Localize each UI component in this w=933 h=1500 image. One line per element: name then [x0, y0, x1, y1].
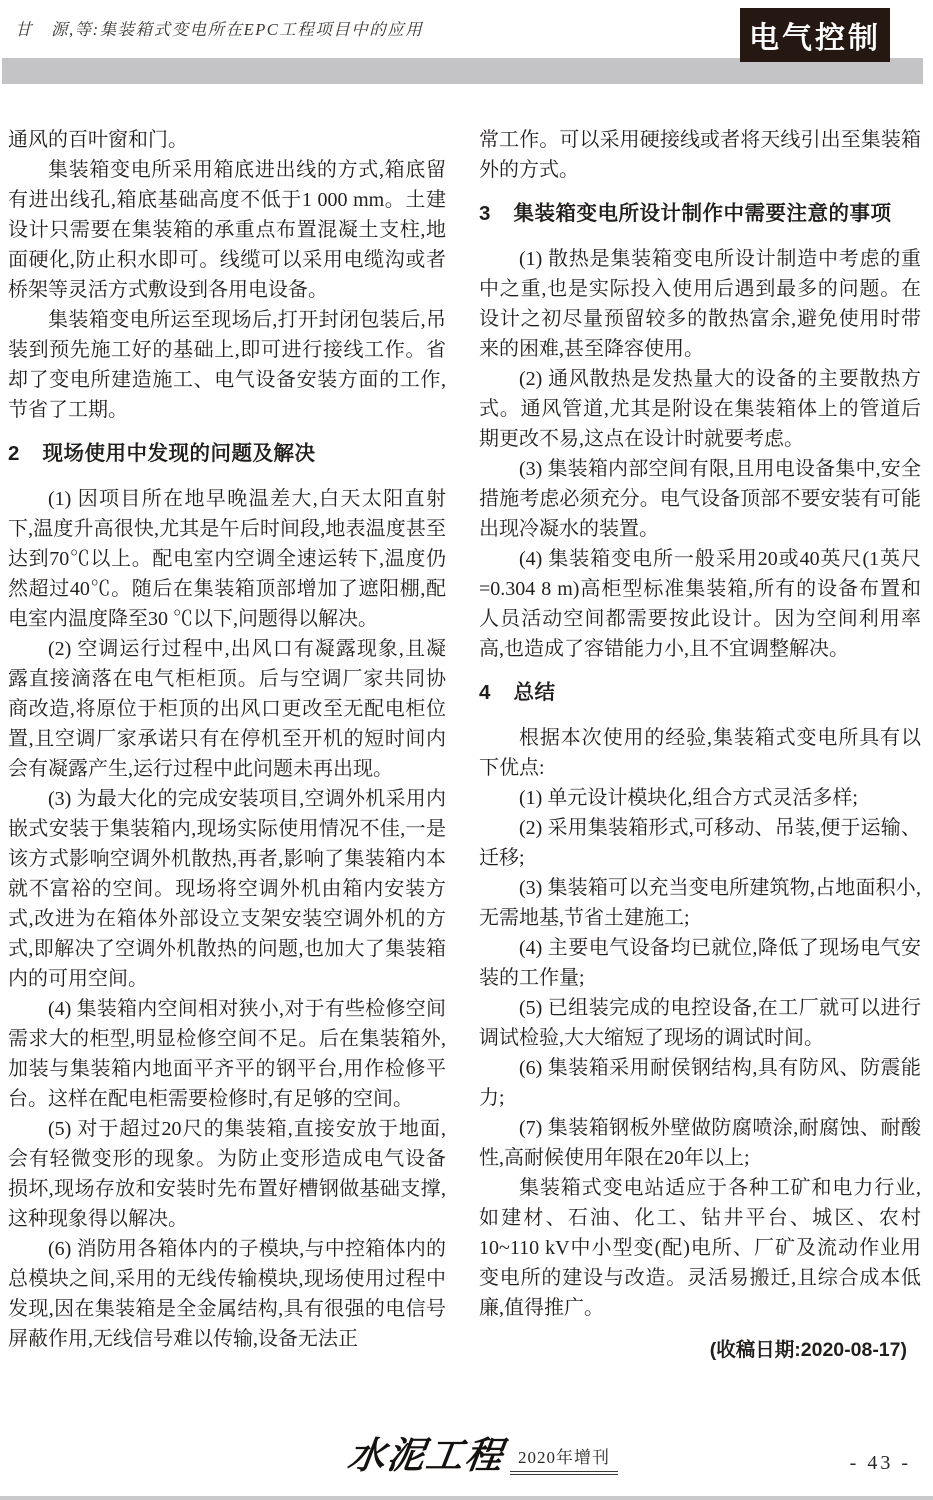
paragraph: (2) 空调运行过程中,出风口有凝露现象,且凝露直接滴落在电气柜柜顶。后与空调厂家共同协商改造,将原位于柜顶的出风口更改至无配电柜位置,且空调厂家承诺只有在停机至开机的短时间内会有凝露产生,运行过程中此问题未再出现。 [8, 638, 446, 780]
running-title: 甘 源,等:集装箱式变电所在EPC工程项目中的应用 [15, 20, 424, 39]
paragraph: (5) 对于超过20尺的集装箱,直接安放于地面,会有轻微变形的现象。为防止变形造成电气设备损坏,现场存放和安装时先布置好槽钢做基础支撑,这种现象得以解决。 [8, 1118, 446, 1230]
section-number: 3 [479, 202, 491, 225]
journal-mark [345, 1434, 618, 1480]
paragraph: (3) 集装箱可以充当变电所建筑物,占地面积小,无需地基,节省土建施工; [479, 877, 921, 929]
paragraph: (6) 消防用各箱体内的子模块,与中控箱体内的总模块之间,采用的无线传输模块,现场使用过程中发现,因在集装箱是全金属结构,具有很强的电信号屏蔽作用,无线信号难以传输,设备无法正 [8, 1238, 446, 1350]
category-label: 电气控制 [749, 22, 881, 55]
right-column [479, 125, 921, 1365]
category-badge [740, 8, 890, 62]
paragraph: (3) 为最大化的完成安装项目,空调外机采用内嵌式安装于集装箱内,现场实际使用情况不佳,一是该方式影响空调外机散热,再者,影响了集装箱内本就不富裕的空间。现场将空调外机由箱内安装方式,改进为在箱体外部设立支架安装空调外机的方式,即解决了空调外机散热的问题,也加大了集装箱内的可用空间。 [8, 788, 446, 990]
paragraph: (1) 因项目所在地早晚温差大,白天太阳直射下,温度升高很快,尤其是午后时间段,地表温度甚至达到70℃以上。配电室内空调全速运转下,温度仍然超过40℃。随后在集装箱顶部增加了遮阳棚,配电室内温度降至30 ℃以下,问题得以解决。 [8, 488, 446, 630]
paragraph: (收稿日期:2020-08-17) [709, 1339, 907, 1361]
paragraph: (1) 散热是集装箱变电所设计制造中考虑的重中之重,也是实际投入使用后遇到最多的问题。在设计之初尽量预留较多的散热富余,避免使用时带来的困难,甚至降容使用。 [479, 248, 921, 360]
paragraph: (5) 已组装完成的电控设备,在工厂就可以进行调试检验,大大缩短了现场的调试时间。 [479, 997, 921, 1049]
journal-logo: 水泥工程 [345, 1436, 507, 1477]
paragraph: (7) 集装箱钢板外壁做防腐喷涂,耐腐蚀、耐酸性,高耐候使用年限在20年以上; [479, 1117, 921, 1169]
paragraph: (3) 集装箱内部空间有限,且用电设备集中,安全措施考虑必须充分。电气设备顶部不要安装有可能出现冷凝水的装置。 [479, 458, 921, 540]
paragraph: (4) 集装箱内空间相对狭小,对于有些检修空间需求大的柜型,明显检修空间不足。后在集装箱外,加装与集装箱内地面平齐平的钢平台,用作检修平台。这样在配电柜需要检修时,有足够的空间。 [8, 998, 446, 1110]
paragraph: 根据本次使用的经验,集装箱式变电所具有以下优点: [479, 727, 921, 779]
paragraph: (4) 集装箱变电所一般采用20或40英尺(1英尺=0.304 8 m)高柜型标准集装箱,所有的设备布置和人员活动空间都需要按此设计。因为空间利用率高,也造成了容错能力小,且不宜调整解决。 [479, 548, 921, 660]
paragraph: (2) 通风散热是发热量大的设备的主要散热方式。通风管道,尤其是附设在集装箱体上的管道后期更改不易,这点在设计时就要考虑。 [479, 368, 921, 450]
paragraph: 集装箱式变电站适应于各种工矿和电力行业,如建材、石油、化工、钻井平台、城区、农村10~110 kV中小型变(配)电所、厂矿及流动作业用变电所的建设与改造。灵活易搬迁,且综合成本低廉,值得推广。 [479, 1177, 921, 1319]
paragraph: 集装箱变电所运至现场后,打开封闭包装后,吊装到预先施工好的基础上,即可进行接线工作。省却了变电所建造施工、电气设备安装方面的工作,节省了工期。 [8, 309, 446, 421]
scan-edge [0, 1496, 933, 1500]
paragraph: 常工作。可以采用硬接线或者将天线引出至集装箱外的方式。 [479, 129, 921, 181]
paragraph: (2) 采用集装箱形式,可移动、吊装,便于运输、迁移; [479, 817, 921, 869]
section-heading [8, 439, 446, 469]
paragraph: (6) 集装箱采用耐侯钢结构,具有防风、防震能力; [479, 1057, 921, 1109]
page-number: - 43 - [849, 1452, 911, 1474]
paragraph: 通风的百叶窗和门。 [8, 129, 188, 151]
section-title: 总结 [513, 681, 556, 704]
section-heading [479, 678, 921, 708]
section-number: 4 [479, 681, 491, 704]
section-title: 集装箱变电所设计制作中需要注意的事项 [513, 202, 892, 225]
paragraph: (4) 主要电气设备均已就位,降低了现场电气安装的工作量; [479, 937, 921, 989]
issue-label: 2020年增刊 [510, 1443, 618, 1475]
left-column [8, 125, 446, 1354]
section-number: 2 [8, 442, 20, 465]
section-title: 现场使用中发现的问题及解决 [42, 442, 316, 465]
paragraph: (1) 单元设计模块化,组合方式灵活多样; [519, 787, 858, 809]
section-heading [479, 199, 921, 229]
paragraph: 集装箱变电所采用箱底进出线的方式,箱底留有进出线孔,箱底基础高度不低于1 000 mm。土建设计只需要在集装箱的承重点布置混凝土支柱,地面硬化,防止积水即可。线缆可以采用电缆沟或者桥架等灵活方式敷设到各用电设备。 [8, 159, 446, 301]
